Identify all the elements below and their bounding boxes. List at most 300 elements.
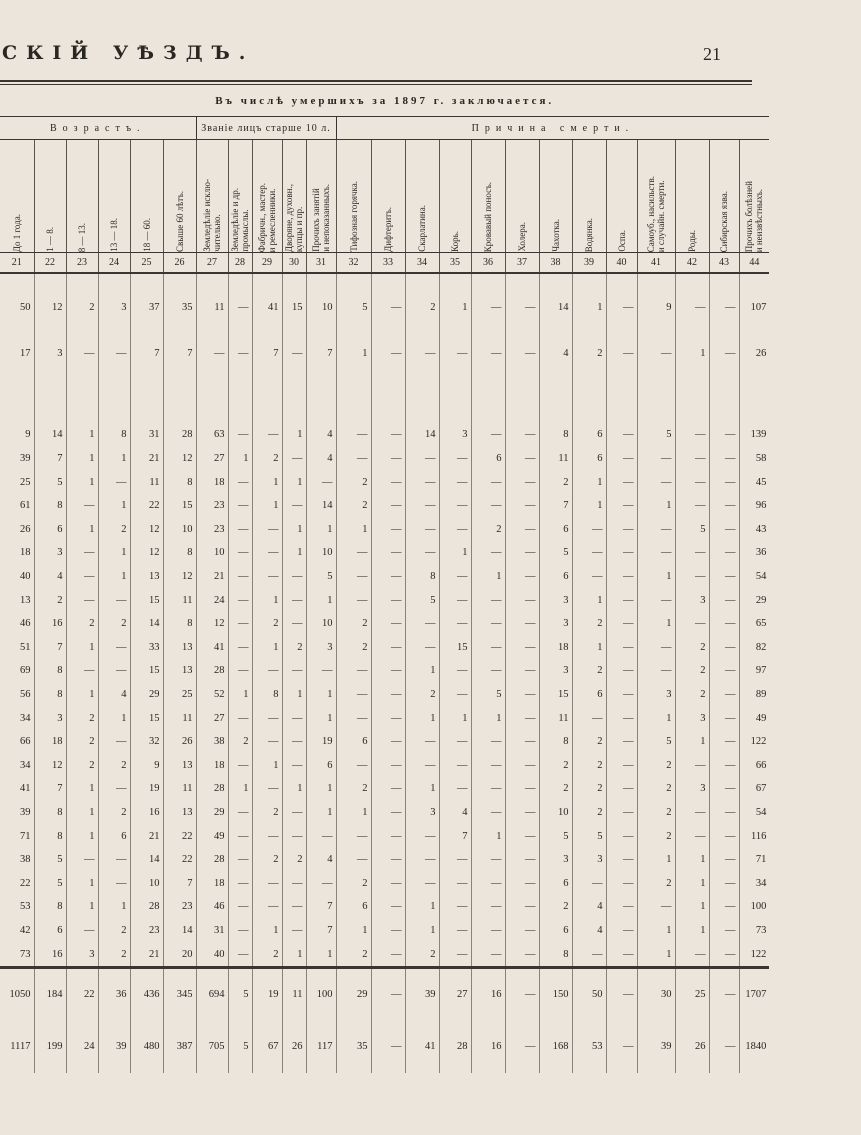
table-cell: 2 (336, 494, 371, 518)
table-cell: — (282, 330, 306, 376)
table-cell: 28 (163, 423, 196, 447)
table-cell: 12 (130, 541, 163, 565)
column-number: 38 (539, 253, 572, 274)
column-number-row (0, 253, 769, 274)
table-cell: 3 (306, 636, 336, 660)
table-cell: — (371, 895, 405, 919)
table-cell: 29 (739, 588, 769, 612)
table-cell: — (709, 871, 739, 895)
table-cell: — (282, 730, 306, 754)
table-cell: 10 (306, 273, 336, 330)
table-cell: — (371, 494, 405, 518)
table-cell: 1 (252, 588, 282, 612)
table-cell: 33 (130, 636, 163, 660)
table-cell: — (405, 636, 439, 660)
table-cell: 9 (25, 429, 31, 441)
column-header (196, 140, 228, 253)
table-cell: 2 (98, 942, 130, 967)
table-cell: 21 (196, 565, 228, 589)
table-row (0, 636, 769, 660)
table-cell: 41 (252, 273, 282, 330)
table-cell: — (371, 848, 405, 872)
table-cell: 1 (637, 565, 675, 589)
table-cell: — (505, 659, 539, 683)
table-cell (163, 376, 196, 400)
table-cell: 1 (66, 518, 98, 542)
table-cell: — (505, 683, 539, 707)
table-cell: 6 (98, 824, 130, 848)
table-cell: 1 (405, 919, 439, 943)
table-cell: — (228, 754, 252, 778)
table-cell: — (371, 273, 405, 330)
column-header (471, 140, 505, 253)
table-cell: 2 (66, 612, 98, 636)
column-number: 44 (739, 253, 769, 274)
table-cell: 1 (306, 706, 336, 730)
table-cell: 2 (675, 659, 709, 683)
table-cell: — (471, 848, 505, 872)
table-cell: 2 (98, 801, 130, 825)
totals-cell: — (709, 969, 739, 1021)
table-cell: 2 (336, 942, 371, 967)
table-cell: 54 (739, 801, 769, 825)
table-cell: — (306, 871, 336, 895)
table-cell: — (637, 541, 675, 565)
table-cell: — (405, 612, 439, 636)
table-cell: — (675, 423, 709, 447)
table-cell: — (471, 423, 505, 447)
table-cell: 1 (228, 683, 252, 707)
table-cell: 13 (130, 565, 163, 589)
table-cell: 1 (282, 683, 306, 707)
table-cell: 7 (130, 330, 163, 376)
table-cell: 1 (282, 942, 306, 967)
table-cell: — (282, 895, 306, 919)
table-cell: — (228, 273, 252, 330)
table-cell: 2 (66, 706, 98, 730)
table-cell: 8 (405, 565, 439, 589)
table-cell: 46 (196, 895, 228, 919)
table-row (0, 871, 769, 895)
table-cell: 40 (196, 942, 228, 967)
column-header (130, 140, 163, 253)
table-cell: 8 (539, 942, 572, 967)
table-cell: — (252, 895, 282, 919)
table-cell: 2 (336, 470, 371, 494)
table-cell: — (282, 588, 306, 612)
table-cell: — (637, 659, 675, 683)
table-cell (505, 376, 539, 400)
table-cell: 3 (34, 706, 66, 730)
table-cell: — (196, 330, 228, 376)
table-row (0, 777, 769, 801)
table-cell: — (572, 518, 606, 542)
table-cell: 2 (637, 824, 675, 848)
table-cell: 1 (306, 942, 336, 967)
table-cell: 1 (637, 612, 675, 636)
table-cell: — (98, 636, 130, 660)
column-header (405, 140, 439, 253)
table-cell: — (709, 470, 739, 494)
column-header-label: Свыше 60 лѣтъ. (174, 191, 185, 252)
table-cell (228, 400, 252, 424)
table-cell: 107 (739, 273, 769, 330)
table-cell: 13 (163, 754, 196, 778)
table-cell: — (637, 588, 675, 612)
table-cell: 23 (196, 494, 228, 518)
column-header-label: Скарлатина. (417, 205, 427, 252)
table-cell: 5 (34, 848, 66, 872)
table-cell: — (282, 659, 306, 683)
table-cell: — (709, 659, 739, 683)
table-cell: — (471, 273, 505, 330)
table-cell (196, 376, 228, 400)
table-cell: — (405, 754, 439, 778)
table-cell: 21 (130, 942, 163, 967)
column-header-label: 1 — 8. (45, 227, 55, 252)
table-cell: 122 (739, 730, 769, 754)
column-header-label: 8 — 13. (77, 222, 87, 252)
table-cell: — (306, 824, 336, 848)
table-cell: 1 (675, 848, 709, 872)
table-cell: 2 (572, 754, 606, 778)
table-cell: 1 (336, 518, 371, 542)
table-row (0, 683, 769, 707)
table-cell: 3 (572, 848, 606, 872)
column-number: 33 (371, 253, 405, 274)
table-cell: — (405, 730, 439, 754)
table-cell: — (405, 541, 439, 565)
table-cell: 11 (539, 447, 572, 471)
column-header-label: Тифозная горячка. (348, 181, 359, 252)
table-cell (572, 400, 606, 424)
totals-cell: — (371, 1021, 405, 1073)
table-cell: — (606, 423, 637, 447)
table-cell: 8 (34, 824, 66, 848)
table-cell: — (98, 730, 130, 754)
table-cell: 11 (163, 588, 196, 612)
column-header (34, 140, 66, 253)
column-header (98, 140, 130, 253)
column-header-label: Прочихъ болѣзней и неизвѣстныхъ. (744, 180, 765, 252)
table-row (0, 588, 769, 612)
table-cell: 8 (98, 423, 130, 447)
table-cell: — (66, 541, 98, 565)
table-cell: — (66, 494, 98, 518)
table-cell: — (675, 565, 709, 589)
table-cell: — (98, 848, 130, 872)
table-cell: 34 (20, 759, 31, 771)
table-cell: — (371, 541, 405, 565)
mortality-table-wrapper (0, 86, 767, 1073)
table-row (0, 659, 769, 683)
table-cell: 1 (637, 706, 675, 730)
table-cell: 13 (163, 801, 196, 825)
totals-cell: 5 (228, 1021, 252, 1073)
table-cell: 16 (34, 612, 66, 636)
table-cell: — (675, 494, 709, 518)
table-cell: — (606, 659, 637, 683)
table-cell (709, 376, 739, 400)
table-cell: — (505, 494, 539, 518)
table-row (0, 494, 769, 518)
table-cell: 5 (572, 824, 606, 848)
table-cell: — (471, 942, 505, 967)
table-cell: — (66, 659, 98, 683)
table-cell: 61 (20, 500, 31, 512)
table-cell: 1 (66, 801, 98, 825)
table-cell: — (252, 871, 282, 895)
table-cell (130, 376, 163, 400)
table-cell: 25 (20, 476, 31, 488)
table-cell: — (505, 541, 539, 565)
table-cell: — (505, 848, 539, 872)
table-cell: 6 (572, 447, 606, 471)
totals-cell: — (709, 1021, 739, 1073)
table-cell: — (505, 565, 539, 589)
column-header-label: Земледѣліе и др. промыслы. (230, 188, 250, 252)
table-cell: — (709, 777, 739, 801)
table-cell: 1 (439, 273, 471, 330)
table-cell: 6 (471, 447, 505, 471)
table-cell: 28 (130, 895, 163, 919)
table-caption: Въ числѣ умершихъ за 1897 г. заключается. (0, 86, 769, 117)
table-cell: — (405, 330, 439, 376)
table-cell: — (371, 777, 405, 801)
table-cell: — (66, 588, 98, 612)
table-cell: 2 (34, 588, 66, 612)
table-cell: — (709, 447, 739, 471)
table-cell: 3 (637, 683, 675, 707)
table-cell: 1 (637, 494, 675, 518)
table-cell: — (439, 470, 471, 494)
table-cell: 7 (306, 330, 336, 376)
table-cell: 2 (66, 754, 98, 778)
totals-cell: 67 (252, 1021, 282, 1073)
table-cell: 5 (675, 518, 709, 542)
table-cell: 14 (163, 919, 196, 943)
column-header-label: Сибирская язва. (719, 190, 729, 252)
totals-cell: 26 (675, 1021, 709, 1073)
table-cell: — (336, 423, 371, 447)
table-cell: 1 (675, 730, 709, 754)
table-cell: 71 (20, 830, 31, 842)
table-cell (371, 400, 405, 424)
table-cell: 1 (98, 565, 130, 589)
table-cell: — (336, 754, 371, 778)
totals-cell: 39 (637, 1021, 675, 1073)
table-cell: — (282, 565, 306, 589)
table-cell (98, 400, 130, 424)
table-cell: — (439, 942, 471, 967)
column-number: 34 (405, 253, 439, 274)
table-cell: 2 (539, 895, 572, 919)
table-cell: 11 (196, 273, 228, 330)
table-cell: 1 (66, 895, 98, 919)
table-cell: — (505, 895, 539, 919)
table-cell: — (252, 659, 282, 683)
table-cell: 2 (572, 330, 606, 376)
table-cell: — (606, 565, 637, 589)
totals-cell: 39 (405, 969, 439, 1021)
table-cell: 27 (196, 447, 228, 471)
column-header-label: Водянка. (584, 217, 594, 252)
table-row (0, 376, 769, 400)
totals-cell: 345 (163, 969, 196, 1021)
table-cell: — (371, 518, 405, 542)
table-cell (675, 400, 709, 424)
table-cell: 3 (539, 848, 572, 872)
table-cell: 24 (196, 588, 228, 612)
table-cell: 96 (739, 494, 769, 518)
table-cell: — (228, 895, 252, 919)
table-cell: 1 (405, 706, 439, 730)
column-number: 30 (282, 253, 306, 274)
table-cell: 1 (282, 423, 306, 447)
table-cell: — (505, 518, 539, 542)
table-cell (371, 376, 405, 400)
table-cell: — (306, 470, 336, 494)
table-cell: 14 (306, 494, 336, 518)
table-cell: 26 (20, 523, 31, 535)
table-cell: 34 (20, 712, 31, 724)
totals-cell: 19 (252, 969, 282, 1021)
table-cell (252, 376, 282, 400)
table-cell: — (505, 330, 539, 376)
table-cell (0, 400, 34, 424)
table-cell: 2 (252, 801, 282, 825)
table-cell (66, 400, 98, 424)
table-cell: 89 (739, 683, 769, 707)
table-cell (471, 400, 505, 424)
table-cell: 18 (196, 871, 228, 895)
table-cell: — (282, 824, 306, 848)
table-cell: — (336, 848, 371, 872)
table-cell: — (306, 659, 336, 683)
table-cell: — (439, 919, 471, 943)
table-cell: 2 (282, 636, 306, 660)
table-cell (439, 376, 471, 400)
table-cell: 15 (130, 588, 163, 612)
totals-cell: 53 (572, 1021, 606, 1073)
table-cell: 4 (572, 895, 606, 919)
table-cell: 2 (637, 754, 675, 778)
table-cell: 2 (66, 273, 98, 330)
table-cell: 5 (539, 824, 572, 848)
table-cell: — (66, 565, 98, 589)
table-cell: 82 (739, 636, 769, 660)
table-cell: 15 (130, 706, 163, 730)
table-cell: 39 (20, 453, 31, 465)
table-cell: 5 (34, 871, 66, 895)
table-row (0, 447, 769, 471)
table-cell: 97 (739, 659, 769, 683)
table-cell: 2 (675, 636, 709, 660)
totals-cell: 30 (637, 969, 675, 1021)
table-cell: 37 (130, 273, 163, 330)
table-cell: 21 (130, 824, 163, 848)
table-cell: 6 (306, 754, 336, 778)
table-cell: — (709, 919, 739, 943)
table-cell: — (252, 706, 282, 730)
totals-row (0, 1021, 769, 1073)
table-cell (98, 376, 130, 400)
table-cell: — (606, 824, 637, 848)
table-cell: 1 (675, 919, 709, 943)
table-row (0, 612, 769, 636)
table-cell: — (252, 541, 282, 565)
table-cell: — (709, 801, 739, 825)
table-cell: 4 (306, 848, 336, 872)
column-header (439, 140, 471, 253)
table-cell: — (336, 824, 371, 848)
table-cell: — (371, 447, 405, 471)
column-header-label: Прочихъ занятій и непоказанныхъ. (311, 184, 331, 252)
table-cell: — (252, 730, 282, 754)
table-cell: 22 (163, 824, 196, 848)
table-cell: — (606, 494, 637, 518)
table-cell: — (637, 636, 675, 660)
table-cell: 39 (20, 806, 31, 818)
table-cell: — (282, 447, 306, 471)
table-cell: 8 (539, 423, 572, 447)
table-cell: 2 (572, 777, 606, 801)
table-cell (675, 376, 709, 400)
table-cell: 6 (539, 919, 572, 943)
table-cell: — (336, 659, 371, 683)
table-cell: — (675, 801, 709, 825)
table-cell: — (709, 541, 739, 565)
table-cell: 3 (675, 706, 709, 730)
table-cell: 2 (675, 683, 709, 707)
totals-cell: — (606, 969, 637, 1021)
table-cell: — (439, 565, 471, 589)
table-cell: 22 (163, 848, 196, 872)
table-cell: 1 (98, 895, 130, 919)
table-cell: 1 (306, 683, 336, 707)
table-cell: — (505, 777, 539, 801)
table-cell: 66 (20, 736, 31, 748)
totals-cell: 29 (336, 969, 371, 1021)
table-cell: 1 (471, 706, 505, 730)
table-cell: 1 (282, 518, 306, 542)
column-number: 39 (572, 253, 606, 274)
table-cell: 13 (20, 594, 31, 606)
table-cell (709, 400, 739, 424)
table-cell: — (637, 447, 675, 471)
table-cell: 54 (739, 565, 769, 589)
table-cell: — (371, 754, 405, 778)
table-cell: — (606, 801, 637, 825)
table-cell: 1 (228, 777, 252, 801)
totals-cell: 199 (34, 1021, 66, 1073)
table-cell: — (252, 824, 282, 848)
table-cell: 4 (539, 330, 572, 376)
totals-cell: 22 (66, 969, 98, 1021)
table-row (0, 754, 769, 778)
table-row (0, 541, 769, 565)
table-cell: 11 (539, 706, 572, 730)
table-cell: 14 (539, 273, 572, 330)
table-cell: — (606, 895, 637, 919)
table-row (0, 470, 769, 494)
table-cell: — (709, 730, 739, 754)
table-cell: — (505, 801, 539, 825)
totals-cell: 705 (196, 1021, 228, 1073)
table-cell: 100 (739, 895, 769, 919)
column-header (306, 140, 336, 253)
table-cell: 9 (637, 273, 675, 330)
